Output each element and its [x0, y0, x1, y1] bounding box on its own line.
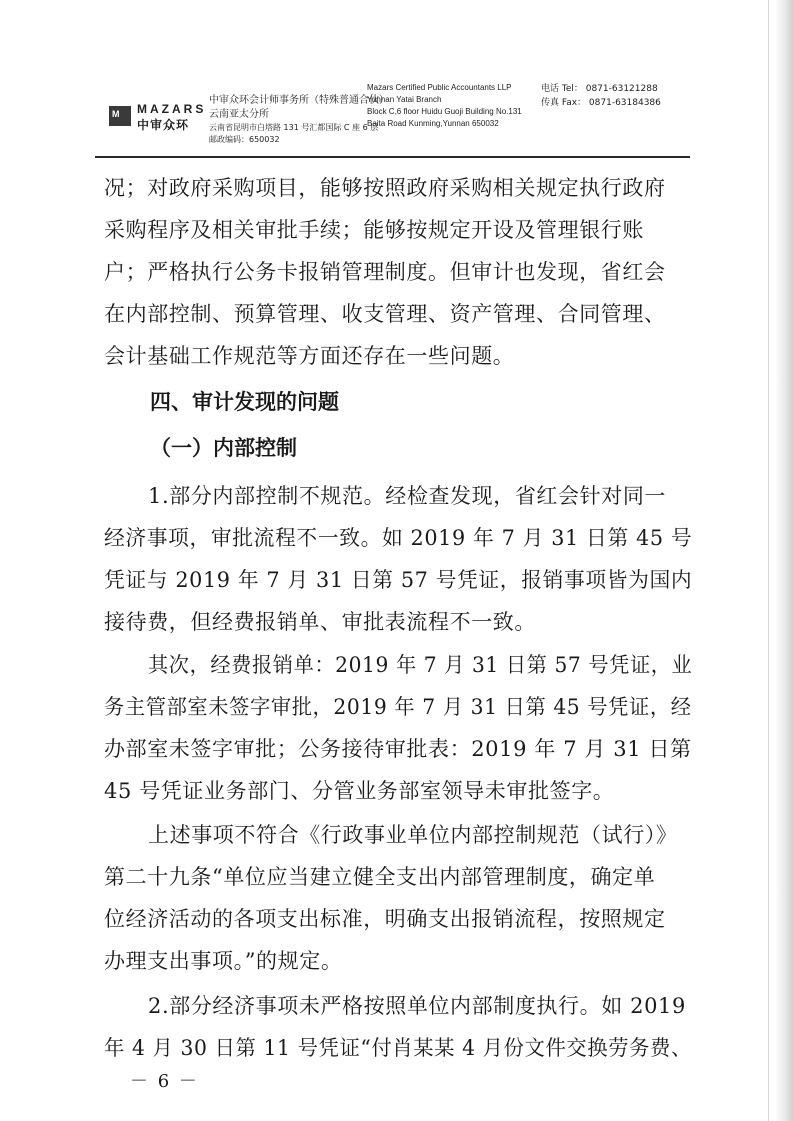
branch-en: Yunnan Yatai Branch: [367, 95, 442, 104]
body-line: 会计基础工作规范等方面还存在一些问题。: [104, 344, 515, 368]
body-line: 在内部控制、预算管理、收支管理、资产管理、合同管理、: [104, 302, 666, 326]
logo-text-cn: 中审众环: [137, 118, 190, 132]
body-line: 办部室未签字审批；公务接待审批表：2019 年 7 月 31 日第: [104, 737, 692, 761]
address-cn: 云南省昆明市白塔路 131 号汇都国际 C 座 6 层: [209, 123, 379, 132]
branch-cn: 云南亚太分所: [209, 109, 269, 120]
body-line: 1.部分内部控制不规范。经检查发现，省红会针对同一: [148, 484, 667, 508]
tel: 电话 Tel： 0871-63121288: [541, 84, 658, 94]
firm-name-cn: 中审众环会计师事务所（特殊普通合伙）: [209, 95, 389, 106]
body-line: 办理支出事项。”的规定。: [104, 949, 343, 973]
body-line: 45 号凭证业务部门、分管业务部室领导未审批签字。: [104, 779, 615, 803]
address-en-2: Baita Road Kunming,Yunnan 650032: [367, 119, 499, 128]
body-line: 户；严格执行公务卡报销管理制度。但审计也发现，省红会: [104, 260, 666, 284]
page-number: － 6 －: [130, 1071, 199, 1092]
scan-edge-line: [768, 0, 769, 1121]
body-line: 采购程序及相关审批手续；能够按规定开设及管理银行账: [104, 218, 644, 242]
contact-info: [541, 82, 661, 110]
firm-info-en: [367, 82, 522, 130]
body-line: 凭证与 2019 年 7 月 31 日第 57 号凭证，报销事项皆为国内: [104, 568, 693, 592]
address-en-1: Block C,6 floor Huidu Guoji Building No.131: [367, 107, 522, 116]
fax: 传真 Fax： 0871-63184386: [541, 98, 661, 108]
body-line: 其次，经费报销单：2019 年 7 月 31 日第 57 号凭证，业: [148, 653, 693, 677]
scan-edge-shadow: [775, 0, 793, 1121]
body-line: 上述事项不符合《行政事业单位内部控制规范（试行）》: [148, 823, 678, 847]
body-line: 经济事项，审批流程不一致。如 2019 年 7 月 31 日第 45 号: [104, 526, 693, 550]
body-line: 年 4 月 30 日第 11 号凭证“付肖某某 4 月份文件交换劳务费、: [104, 1036, 692, 1060]
body-line: 接待费，但经费报销单、审批表流程不一致。: [104, 610, 536, 634]
logo-text-en: MAZARS: [137, 102, 207, 116]
body-line: 况；对政府采购项目，能够按照政府采购相关规定执行政府: [104, 176, 666, 200]
firm-info-cn: [209, 94, 389, 146]
body-line: 2.部分经济事项未严格按照单位内部制度执行。如 2019: [148, 994, 686, 1018]
header-rule: [95, 156, 690, 158]
body-line: 位经济活动的各项支出标准，明确支出报销流程，按照规定: [104, 907, 666, 931]
body-line: 第二十九条“单位应当建立健全支出内部管理制度，确定单: [104, 865, 656, 889]
mazars-logo-icon: M: [109, 106, 131, 126]
letterhead: [95, 78, 695, 148]
subsection-heading: （一）内部控制: [150, 436, 297, 460]
postcode-cn: 邮政编码：650032: [209, 135, 280, 144]
body-line: 务主管部室未签字审批，2019 年 7 月 31 日第 45 号凭证，经: [104, 695, 692, 719]
firm-name-en: Mazars Certified Public Accountants LLP: [367, 83, 512, 92]
section-heading: 四、审计发现的问题: [150, 390, 339, 414]
